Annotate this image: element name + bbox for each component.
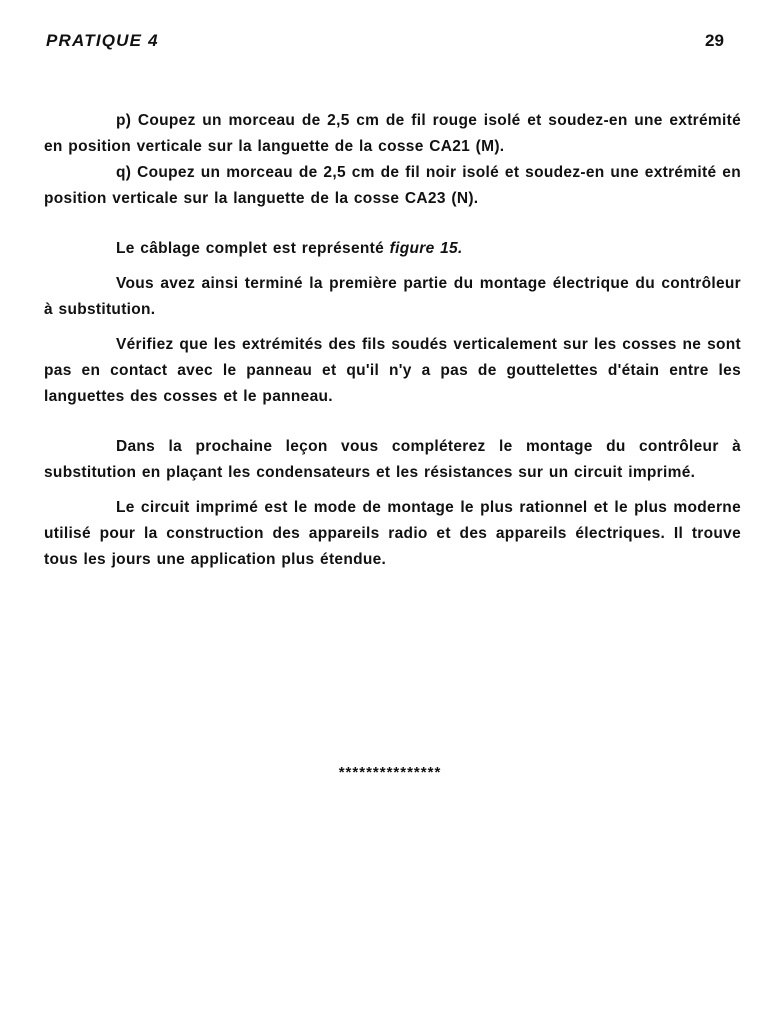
wiring-figure-paragraph (44, 236, 741, 262)
printed-circuit-paragraph: Le circuit imprimé est le mode de montage le plus rationnel et le plus moderne utilisé pour la construction des appareils radio et des appareils électriques. Il trouve tous les jours une application plus étendue. (44, 499, 741, 568)
asterisk-separator: *************** (338, 764, 442, 781)
verify-paragraph: Vérifiez que les extrémités des fils soudés verticalement sur les cosses ne sont pas en contact avec le panneau et qu'il n'y a pas de gouttelettes d'étain entre les languettes des cosses et le panneau. (44, 336, 741, 405)
step-p-paragraph: p) Coupez un morceau de 2,5 cm de fil rouge isolé et soudez-en une extrémité en position verticale sur la languette de la cosse CA21 (M). (44, 112, 741, 155)
page-header-title: PRATIQUE 4 (46, 31, 159, 50)
page-number: 29 (705, 31, 724, 50)
page-body (44, 108, 741, 573)
wiring-figure-text: Le câblage complet est représenté (116, 240, 390, 257)
step-q-paragraph: q) Coupez un morceau de 2,5 cm de fil noir isolé et soudez-en une extrémité en position verticale sur la languette de la cosse CA23 (N). (44, 164, 741, 207)
first-part-done-paragraph: Vous avez ainsi terminé la première partie du montage électrique du contrôleur à substitution. (44, 275, 741, 318)
figure-reference: figure 15. (389, 240, 463, 257)
next-lesson-paragraph: Dans la prochaine leçon vous compléterez le montage du contrôleur à substitution en plaçant les condensateurs et les résistances sur un circuit imprimé. (44, 438, 741, 481)
